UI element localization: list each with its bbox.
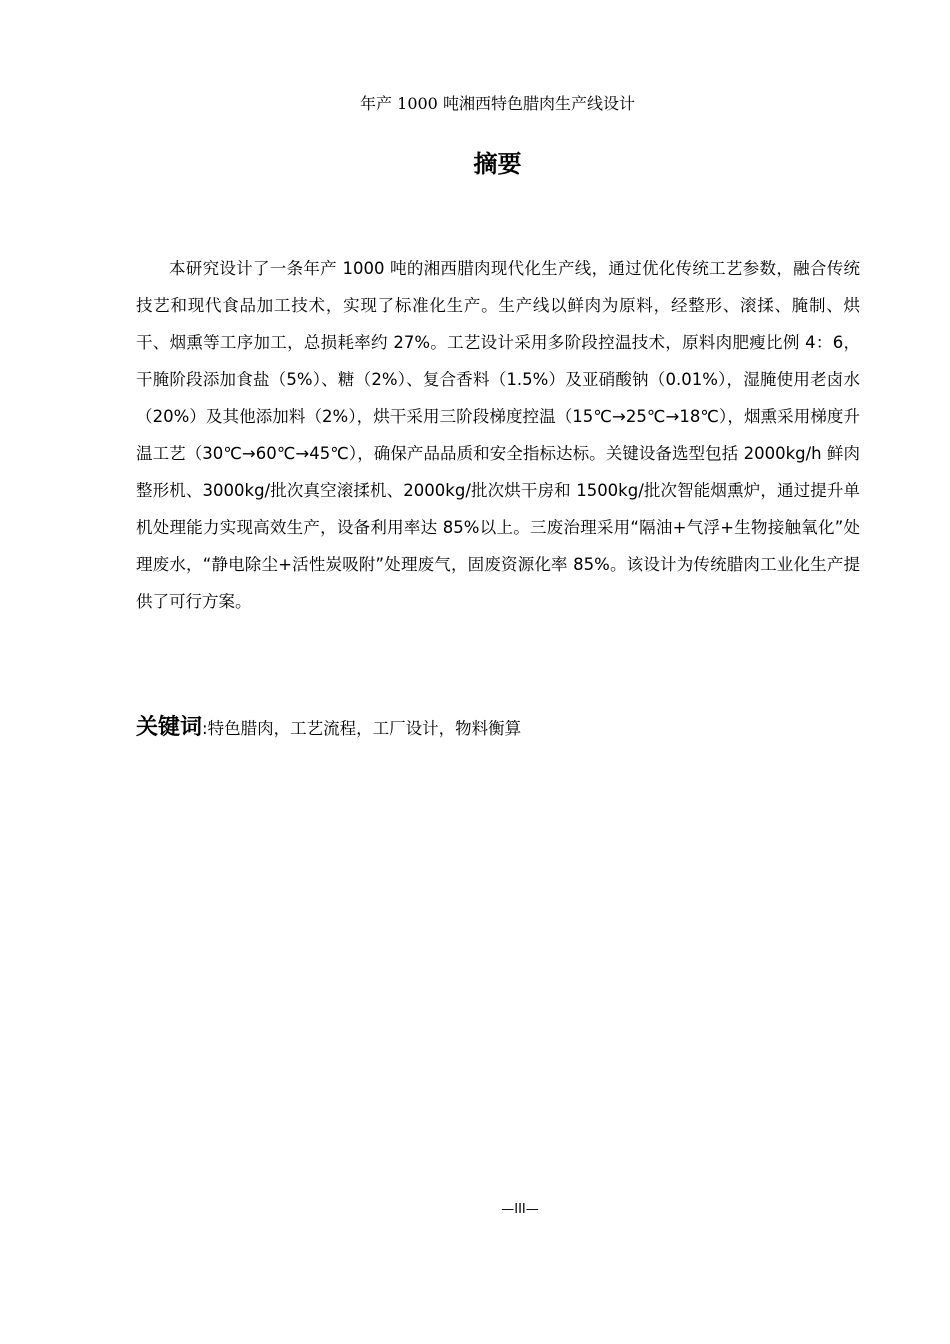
page-number: —III—	[501, 1202, 539, 1217]
keywords-line	[136, 710, 860, 747]
keywords-separator: :	[202, 719, 208, 738]
keywords-text: 特色腊肉，工艺流程，工厂设计，物料衡算	[207, 719, 522, 738]
abstract-paragraph: 本研究设计了一条年产 1000 吨的湘西腊肉现代化生产线，通过优化传统工艺参数，融合传统技艺和现代食品加工技术，实现了标准化生产。生产线以鲜肉为原料，经整形、滚揉、腌制、烘干、烟熏等工序加工，总损耗率约 27%。工艺设计采用多阶段控温技术，原料肉肥瘦比例 4：6，干腌阶段添加食盐（5%）、糖（2%）、复合香料（1.5%）及亚硝酸钠（0.01%），湿腌使用老卤水（20%）及其他添加料（2%），烘干采用三阶段梯度控温（15℃→25℃→18℃），烟熏采用梯度升温工艺（30℃→60℃→45℃），确保产品品质和安全指标达标。关键设备选型包括 2000kg/h 鲜肉整形机、3000kg/批次真空滚揉机、2000kg/批次烘干房和 1500kg/批次智能烟熏炉，通过提升单机处理能力实现高效生产，设备利用率达 85%以上。三废治理采用“隔油+气浮+生物接触氧化”处理废水，“静电除尘+活性炭吸附”处理废气，固废资源化率 85%。该设计为传统腊肉工业化生产提供了可行方案。	[136, 259, 860, 611]
abstract-heading: 摘要	[473, 150, 522, 178]
running-header-title: 年产 1000 吨湘西特色腊肉生产线设计	[360, 94, 635, 113]
keywords-label: 关键词	[136, 715, 203, 740]
